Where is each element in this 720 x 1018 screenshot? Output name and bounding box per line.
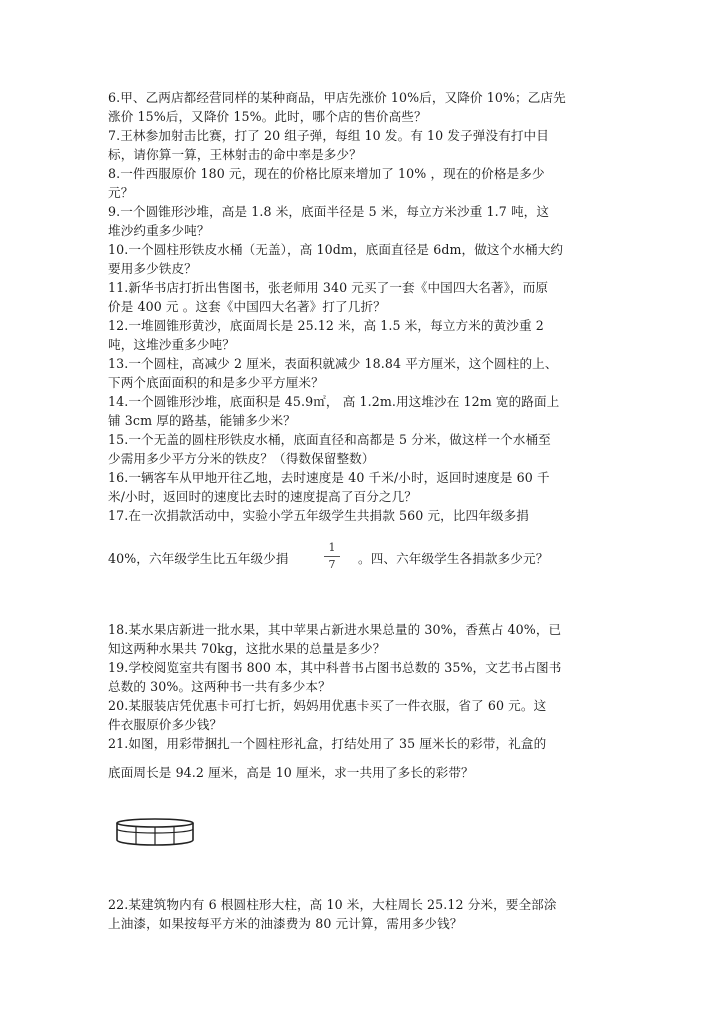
fraction-bar (324, 556, 340, 557)
q15-line-2: 少需用多少平方分米的铁皮？（得数保留整数） (108, 451, 375, 466)
q13-line-2: 下两个底面面积的和是多少平方厘米？ (108, 375, 324, 390)
q12-line-1: 12.一堆圆锥形黄沙，底面周长是 25.12 米，高 1.5 米，每立方米的黄沙重 2 (108, 318, 544, 333)
q18-line-2: 知这两种水果共 70kg，这批水果的总量是多少？ (108, 641, 386, 656)
q7-line-1: 7.王林参加射击比赛，打了 20 组子弹，每组 10 发。有 10 发子弹没有打中目 (108, 128, 549, 143)
q11-line-1: 11.新华书店打折出售图书，张老师用 340 元买了一套《中国四大名著》，而原 (108, 280, 549, 295)
q17-continuation-after: 。四、六年级学生各捐款多少元？ (358, 551, 549, 566)
cylinder-gift-box-figure (114, 812, 198, 852)
q8-line-1: 8.一件西服原价 180 元，现在的价格比原来增加了 10% ，现在的价格是多少 (108, 166, 545, 181)
q8-line-2: 元？ (108, 185, 134, 200)
q18-line-1: 18.某水果店新进一批水果，其中苹果占新进水果总量的 30%，香蕉占 40%，已 (108, 622, 562, 637)
q10-line-2: 要用多少铁皮？ (108, 261, 197, 276)
q17-line-1: 17.在一次捐款活动中，实验小学五年级学生共捐款 560 元，比四年级多捐 (108, 508, 529, 523)
q22-line-2: 上油漆，如果按每平方米的油漆费为 80 元计算，需用多少钱？ (108, 916, 463, 931)
q15-line-1: 15.一个无盖的圆柱形铁皮水桶，底面直径和高都是 5 分米，做这样一个水桶至 (108, 432, 551, 447)
q19-line-1: 19.学校阅览室共有图书 800 本，其中科普书占图书总数的 35%，文艺书占图书 (108, 660, 562, 675)
q21-continuation: 底面周长是 94.2 厘米，高是 10 厘米，求一共用了多长的彩带？ (108, 765, 474, 780)
q13-line-1: 13.一个圆柱，高减少 2 厘米，表面积就减少 18.84 平方厘米，这个圆柱的上、 (108, 356, 558, 371)
q10-line-1: 10.一个圆柱形铁皮水桶（无盖），高 10dm，底面直径是 6dm，做这个水桶大约 (108, 242, 564, 257)
q14-line-1: 14.一个圆锥形沙堆，底面积是 45.9㎡， 高 1.2m.用这堆沙在 12m 宽的路面上 (108, 394, 560, 409)
q16-line-1: 16.一辆客车从甲地开往乙地，去时速度是 40 千米/小时，返回时速度是 60 千 (108, 470, 550, 485)
fraction-one-seventh (324, 541, 340, 571)
q21-line-1: 21.如图，用彩带捆扎一个圆柱形礼盒，打结处用了 35 厘米长的彩带，礼盒的 (108, 736, 547, 751)
q20-line-1: 20.某服装店凭优惠卡可打七折，妈妈用优惠卡买了一件衣服，省了 60 元。这 (108, 698, 547, 713)
q22-line-1: 22.某建筑物内有 6 根圆柱形大柱，高 10 米，大柱周长 25.12 分米，要全部涂 (108, 897, 557, 912)
q14-line-2: 铺 3cm 厚的路基，能铺多少米？ (108, 413, 296, 428)
fraction-numerator: 1 (328, 541, 336, 554)
q9-line-1: 9.一个圆锥形沙堆，高是 1.8 米，底面半径是 5 米，每立方米沙重 1.7 吨，这 (108, 204, 550, 219)
q12-line-2: 吨，这堆沙重多少吨？ (108, 337, 235, 352)
q11-line-2: 价是 400 元 。这套《中国四大名著》打了几折？ (108, 299, 386, 314)
q20-line-2: 件衣服原价多少钱？ (108, 717, 223, 732)
q7-line-2: 标，请你算一算，王林射击的命中率是多少？ (108, 147, 362, 162)
q16-line-2: 米/小时，返回时的速度比去时的速度提高了百分之几？ (108, 489, 417, 504)
q9-line-2: 堆沙约重多少吨？ (108, 223, 210, 238)
q19-line-2: 总数的 30%。这两种书一共有多少本？ (108, 679, 331, 694)
q17-continuation-before: 40%，六年级学生比五年级少捐 (108, 551, 289, 566)
q6-line-1: 6.甲、乙两店都经营同样的某种商品，甲店先涨价 10%后，又降价 10%；乙店先 (108, 90, 566, 105)
q6-line-2: 涨价 15%后，又降价 15%。此时，哪个店的售价高些？ (108, 109, 427, 124)
fraction-denominator: 7 (328, 558, 336, 571)
